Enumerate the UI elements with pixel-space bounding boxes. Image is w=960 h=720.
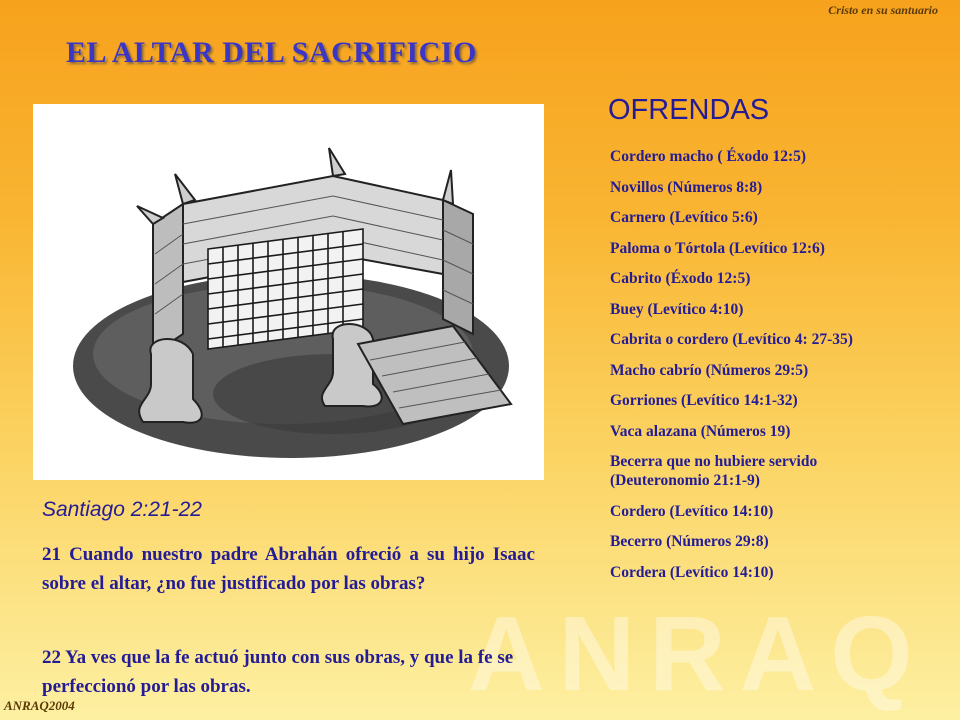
- offering-item: Carnero (Levítico 5:6): [610, 209, 758, 226]
- altar-left-wall: [153, 204, 183, 354]
- offering-item: Novillos (Números 8:8): [610, 178, 763, 196]
- altar-drawing: [33, 104, 544, 480]
- offering-item: Buey (Levítico 4:10): [610, 300, 744, 318]
- offering-item: Paloma o Tórtola (Levítico 12:6): [610, 239, 825, 257]
- scripture-verse-21: 21 Cuando nuestro padre Abrahán ofreció a su hijo Isaac sobre el altar, ¿no fue justificado por las obras?: [42, 544, 535, 594]
- offering-item: Cordero macho ( Éxodo 12:5): [610, 148, 807, 165]
- offering-item: Cabrito (Éxodo 12:5): [610, 270, 751, 287]
- offering-item: Gorriones (Levítico 14:1-32): [610, 392, 798, 409]
- altar-horn: [443, 170, 453, 204]
- offering-item: Macho cabrío (Números 29:5): [610, 361, 809, 379]
- altar-illustration: [33, 104, 544, 480]
- altar-horn: [137, 206, 163, 224]
- watermark: ANRAQ: [468, 595, 927, 713]
- offering-item: Becerra que no hubiere servido (Deuteronomio 21:1-9): [610, 453, 818, 489]
- offering-item: Becerro (Números 29:8): [610, 533, 769, 550]
- altar-horn: [329, 148, 345, 176]
- offerings-list: [610, 147, 910, 593]
- footer-credit: ANRAQ2004: [4, 698, 75, 713]
- offering-item: Cordera (Levítico 14:10): [610, 563, 774, 581]
- offering-item: Vaca alazana (Números 19): [610, 422, 791, 440]
- scripture-reference: Santiago 2:21-22: [42, 498, 202, 521]
- offering-item: Cabrita o cordero (Levítico 4: 27-35): [610, 331, 853, 348]
- page-title: EL ALTAR DEL SACRIFICIO: [66, 36, 477, 69]
- offerings-title: OFRENDAS: [608, 94, 770, 126]
- scripture-verse-22: 22 Ya ves que la fe actuó junto con sus obras, y que la fe se perfeccionó por las obras.: [42, 647, 514, 697]
- top-caption: Cristo en su santuario: [828, 3, 938, 17]
- offering-item: Cordero (Levítico 14:10): [610, 502, 774, 520]
- altar-horn: [175, 174, 195, 204]
